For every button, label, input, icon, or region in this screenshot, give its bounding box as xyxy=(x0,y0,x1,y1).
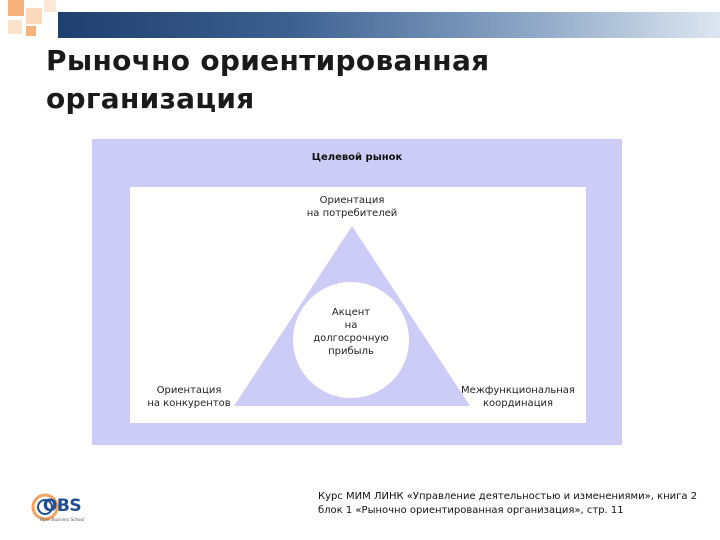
citation-text: Курс МИМ ЛИНК «Управление деятельностью и изменениями», книга 2 блок 1 «Рыночно ориентированная организация», стр. 11 xyxy=(318,491,698,516)
target-market-label: Целевой рынок xyxy=(311,152,403,163)
interfunctional-coordination-label: Межфункциональная координация xyxy=(461,385,575,409)
logo-wordmark: OBS xyxy=(42,496,82,516)
long-term-profit-label: Акцент на долгосрочную прибыль xyxy=(313,307,389,357)
page-title: Рыночно ориентированная организация xyxy=(46,44,490,115)
logo-subtext: Open Business School xyxy=(39,517,85,522)
competitor-orientation-label: Ориентация на конкурентов xyxy=(147,385,231,409)
customer-orientation-label: Ориентация на потребителей xyxy=(306,195,398,219)
